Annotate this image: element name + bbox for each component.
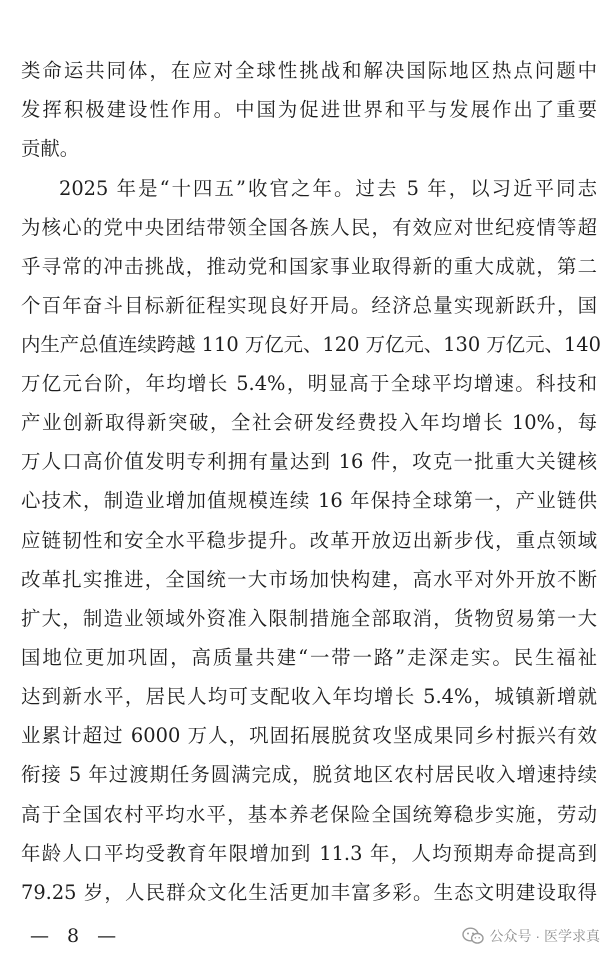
text-line: 扩大，制造业领域外资准入限制措施全部取消，货物贸易第一大 (21, 607, 597, 630)
text-line: 万亿元台阶，年均增长 5.4%，明显高于全球平均增速。科技和 (21, 372, 597, 395)
paragraph-first-line: 2025 年是“十四五”收官之年。过去 5 年，以习近平同志 (59, 177, 597, 200)
text-line: 高于全国农村平均水平，基本养老保险全国统筹稳步实施，劳动 (21, 803, 597, 826)
text-line: 应链韧性和安全水平稳步提升。改革开放迈出新步伐，重点领域 (21, 529, 597, 552)
wechat-icon (462, 927, 484, 945)
text-line: 发挥积极建设性作用。中国为促进世界和平与发展作出了重要 (21, 98, 597, 121)
text-line: 内生产总值连续跨越 110 万亿元、120 万亿元、130 万亿元、140 (21, 333, 601, 356)
text-line: 业累计超过 6000 万人，巩固拓展脱贫攻坚成果同乡村振兴有效 (21, 724, 597, 747)
text-line: 类命运共同体，在应对全球性挑战和解决国际地区热点问题中 (21, 59, 597, 82)
text-line: 产业创新取得新突破，全社会研发经费投入年均增长 10%，每 (21, 411, 597, 434)
page-number: — 8 — (30, 925, 123, 947)
text-line: 改革扎实推进，全国统一大市场加快构建，高水平对外开放不断 (21, 568, 597, 591)
text-line: 79.25 岁，人民群众文化生活更加丰富多彩。生态文明建设取得 (21, 881, 597, 904)
text-line: 年龄人口平均受教育年限增加到 11.3 年，人均预期寿命提高到 (21, 842, 597, 865)
text-line: 贡献。 (21, 137, 80, 160)
text-line: 乎寻常的冲击挑战，推动党和国家事业取得新的重大成就，第二 (21, 255, 597, 278)
text-line: 个百年奋斗目标新征程实现良好开局。经济总量实现新跃升，国 (21, 294, 597, 317)
watermark-text: 公众号 · 医学求真 (489, 928, 600, 944)
text-line: 心技术，制造业增加值规模连续 16 年保持全球第一，产业链供 (21, 489, 597, 512)
text-line: 达到新水平，居民人均可支配收入年均增长 5.4%，城镇新增就 (21, 685, 597, 708)
text-line: 万人口高价值发明专利拥有量达到 16 件，攻克一批重大关键核 (21, 450, 597, 473)
watermark (462, 924, 600, 948)
text-line: 为核心的党中央团结带领全国各族人民，有效应对世纪疫情等超 (21, 216, 597, 239)
text-line: 衔接 5 年过渡期任务圆满完成，脱贫地区农村居民收入增速持续 (21, 763, 597, 786)
text-line: 国地位更加巩固，高质量共建“一带一路”走深走实。民生福祉 (21, 646, 597, 669)
